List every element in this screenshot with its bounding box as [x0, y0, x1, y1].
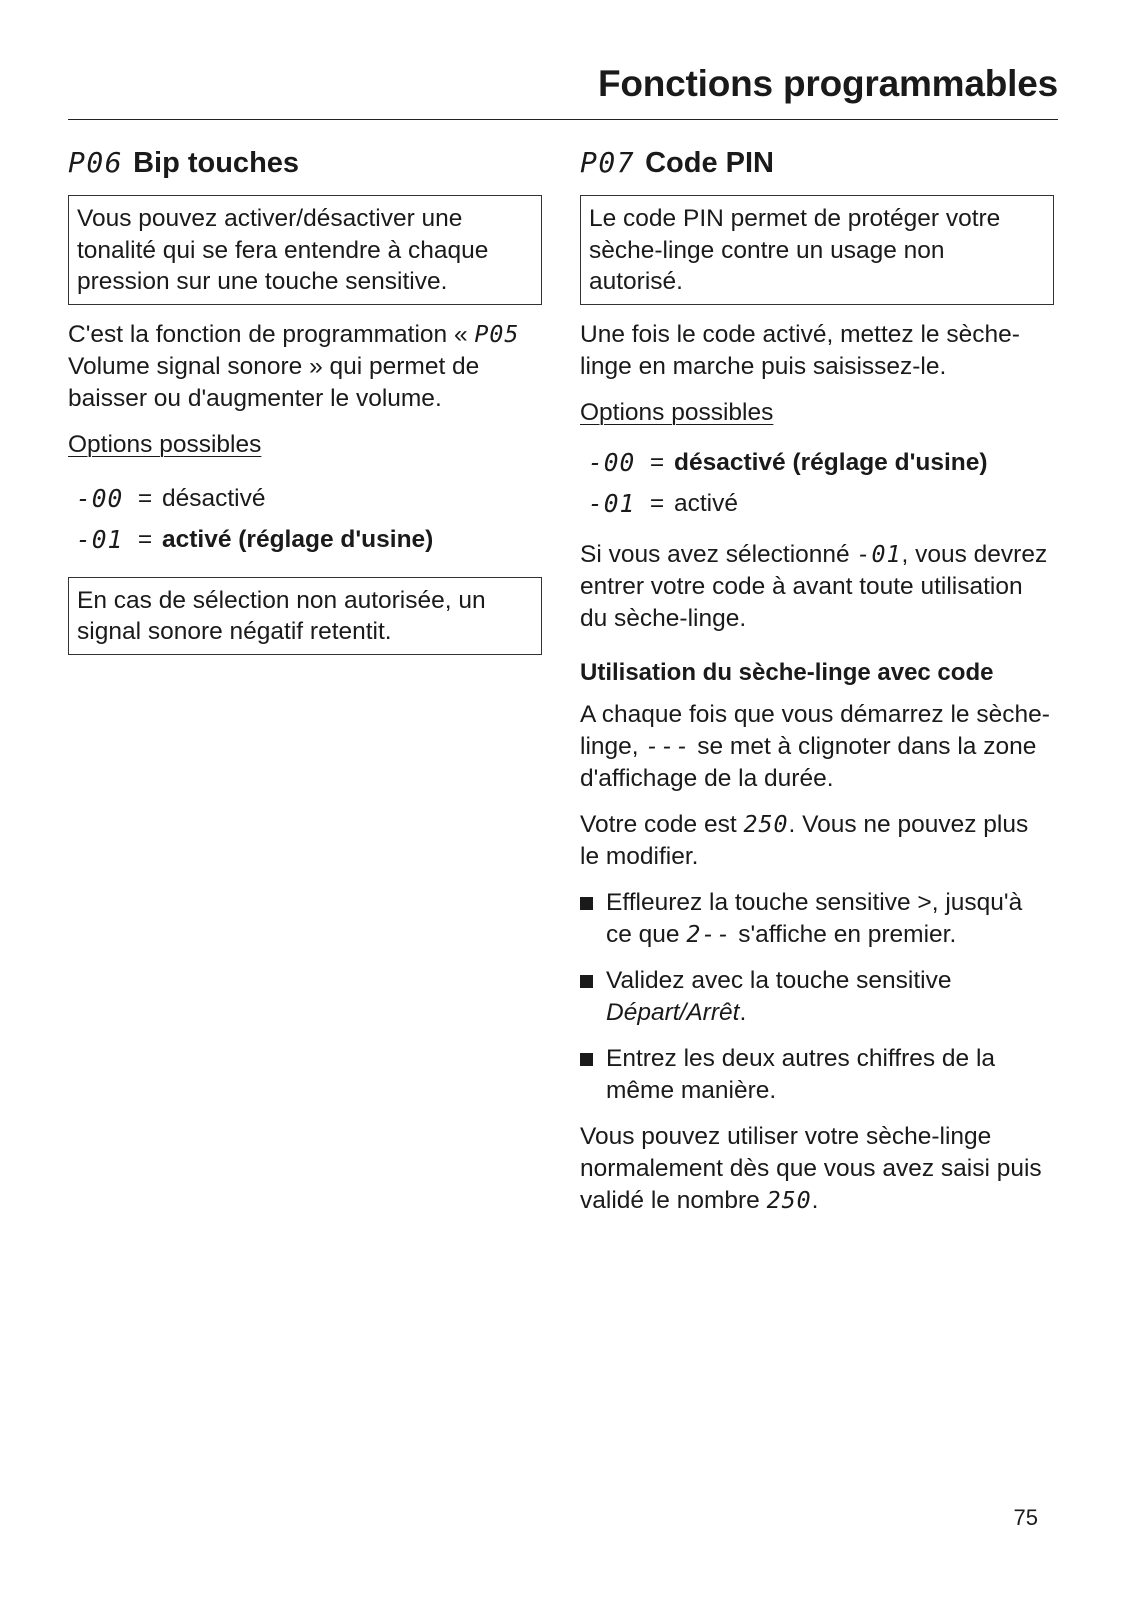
- text-span: .: [739, 998, 747, 1026]
- text-span: se met à clignoter dans la zone d'affichage de la durée.: [580, 732, 1037, 792]
- equals-sign: =: [137, 526, 153, 553]
- option-text: activé (réglage d'usine): [162, 526, 434, 553]
- text-span: Volume signal sonore » qui permet de baisser ou d'augmenter le volume.: [68, 352, 480, 412]
- equals-sign: =: [649, 449, 665, 476]
- page-title: Fonctions programmables: [597, 63, 1058, 104]
- instruction-item: [580, 965, 1054, 1029]
- option-code: -01: [76, 525, 124, 554]
- text-span: Votre code est: [580, 810, 744, 838]
- display-code: 250: [766, 1186, 812, 1214]
- options-list: [68, 479, 542, 561]
- option-text: désactivé (réglage d'usine): [674, 449, 988, 476]
- button-name: Départ/Arrêt: [606, 998, 740, 1026]
- section-title-p06: [68, 145, 542, 181]
- subheading: Utilisation du sèche-linge avec code: [580, 658, 994, 686]
- text-span: Validez avec la touche sensitive: [606, 966, 952, 994]
- paragraph: [580, 699, 1054, 795]
- option-row: [580, 443, 1054, 484]
- instruction-item: [580, 887, 1054, 951]
- square-bullet-icon: [580, 1043, 606, 1107]
- options-label: Options possibles: [580, 398, 774, 426]
- text-span: , vous devrez entrer votre code à avant toute utilisation du sèche-linge.: [580, 540, 1048, 632]
- paragraph: [580, 1121, 1054, 1217]
- option-text: activé: [674, 490, 739, 517]
- section-p06: [68, 145, 542, 655]
- options-list: [580, 443, 1054, 525]
- chevron-right-icon: >: [917, 888, 932, 916]
- paragraph: [580, 809, 1054, 873]
- section-title-text: Bip touches: [133, 147, 300, 179]
- paragraph: [68, 319, 542, 415]
- page-header: [68, 58, 1058, 120]
- equals-sign: =: [137, 485, 153, 512]
- instruction-text: [606, 887, 1054, 951]
- square-bullet-icon: [580, 965, 606, 1029]
- text-span: . Vous ne pouvez plus le modifier.: [580, 810, 1029, 870]
- instruction-text: Entrez les deux autres chiffres de la même manière.: [606, 1044, 996, 1104]
- section-title-p07: [580, 145, 1054, 181]
- square-bullet-icon: [580, 887, 606, 951]
- warning-box: En cas de sélection non autorisée, un signal sonore négatif retentit.: [68, 577, 542, 655]
- section-p07: [580, 145, 1054, 1217]
- instruction-text: [606, 965, 1054, 1029]
- text-span: Vous pouvez utiliser votre sèche-linge normalement dès que vous avez saisi puis validé le nombre: [580, 1122, 1042, 1214]
- info-box: Le code PIN permet de protéger votre sèche-linge contre un usage non autorisé.: [580, 195, 1054, 305]
- display-code: 2--: [686, 920, 732, 948]
- section-code: P07: [580, 146, 636, 179]
- paragraph: Une fois le code activé, mettez le sèche-linge en marche puis saisissez-le.: [580, 320, 1020, 380]
- option-row: [580, 484, 1054, 525]
- text-span: .: [811, 1186, 819, 1214]
- text-span: s'affiche en premier.: [731, 920, 957, 948]
- option-text: désactivé: [162, 485, 266, 512]
- info-box: Vous pouvez activer/désactiver une tonalité qui se fera entendre à chaque pression sur une touche sensitive.: [68, 195, 542, 305]
- instruction-item: [580, 1043, 1054, 1107]
- equals-sign: =: [649, 490, 665, 517]
- instruction-list: [580, 887, 1054, 1107]
- text-span: A chaque fois que vous démarrez le sèche-linge,: [580, 700, 1050, 760]
- display-code: -01: [856, 540, 902, 568]
- page-number: 75: [1013, 1505, 1038, 1530]
- options-label: Options possibles: [68, 430, 262, 458]
- option-code: -00: [76, 484, 124, 513]
- option-row: [68, 520, 542, 561]
- section-code: P06: [68, 146, 124, 179]
- display-code: ---: [645, 732, 691, 760]
- text-span: , jusqu'à ce que: [606, 888, 1023, 948]
- text-span: Effleurez la touche sensitive: [606, 888, 918, 916]
- display-code: P05: [474, 320, 520, 348]
- option-code: -00: [588, 448, 636, 477]
- option-code: -01: [588, 489, 636, 518]
- display-code: 250: [743, 810, 789, 838]
- text-span: C'est la fonction de programmation «: [68, 320, 475, 348]
- section-title-text: Code PIN: [645, 147, 774, 179]
- text-span: Si vous avez sélectionné: [580, 540, 857, 568]
- option-row: [68, 479, 542, 520]
- paragraph: [580, 539, 1054, 635]
